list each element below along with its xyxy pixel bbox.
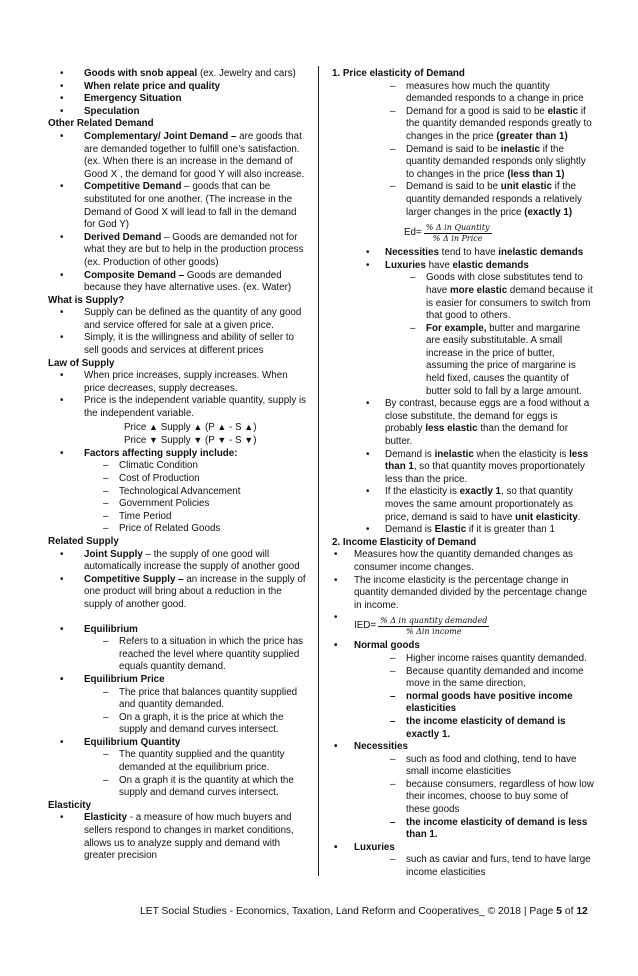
list-item: • Speculation — [48, 106, 306, 119]
arrow-down-icon — [193, 435, 202, 446]
sub-item: – because consumers, regardless of how low their incomes, choose to buy some of these goods — [332, 779, 594, 817]
arrow-down-icon — [217, 435, 226, 446]
list-item: • Supply can be defined as the quantity of any good and service offered for sale at a given price. — [48, 307, 306, 332]
list-item: • Necessities — [332, 741, 594, 754]
column-divider — [318, 66, 319, 876]
sub-item: – The quantity supplied and the quantity demanded at the equilibrium price. — [48, 749, 306, 774]
right-column — [332, 68, 594, 880]
sub-item: – Higher income raises quantity demanded. — [332, 653, 594, 666]
sub-item: – On a graph it is the quantity at which the supply and demand curves intersect. — [48, 775, 306, 800]
list-item: • Composite Demand – Goods are demanded because they have alternative uses. (ex. Water) — [48, 270, 306, 295]
list-item: • Luxuries — [332, 842, 594, 855]
arrow-up-icon — [149, 422, 158, 433]
list-item: • Demand is Elastic if it is greater than 1 — [332, 524, 594, 537]
list-item: • Complementary/ Joint Demand – are goods that are demanded together to fulfill one’s satisfaction. (ex. When there is an increase in the demand of Good X , the demand for good Y will also increase. — [48, 131, 306, 181]
list-item: • Luxuries have elastic demands — [332, 260, 594, 273]
list-item: • By contrast, because eggs are a food without a close substitute, the demand for eggs is probably less elastic than the demand for butter. — [332, 398, 594, 448]
section-heading: 2. Income Elasticity of Demand — [332, 536, 477, 548]
sub-item: – such as food and clothing, tend to have small income elasticities — [332, 754, 594, 779]
ed-formula: Ed= $\frac{\text{\% Δ in Quantity}}{\text{\% Δ in Price}}$ — [404, 222, 490, 243]
list-item: • When relate price and quality — [48, 81, 306, 94]
law-row-down: Price ▼ Supply ▼ (P ▼ - S ▼ ) — [48, 434, 306, 448]
section-heading: Law of Supply — [48, 357, 115, 369]
list-item: • Normal goods — [332, 640, 594, 653]
section-heading: Other Related Demand — [48, 118, 154, 130]
sub-item: – Demand for a good is said to be elastic if the quantity demanded responds greatly to changes in the price (greater than 1) — [332, 106, 594, 144]
list-item: • The income elasticity is the percentage change in quantity demanded divided by the percentage change in income. — [332, 575, 594, 613]
page-footer: LET Social Studies - Economics, Taxation, Land Reform and Cooperatives_ © 2018 | Page 5 of 12 — [140, 906, 588, 917]
list-item: • Equilibrium — [48, 624, 306, 637]
list-item: • Competitive Demand – goods that can be substituted for one another. (The increase in the Demand of Good X will lead to fall in the demand for God Y) — [48, 181, 306, 231]
section-heading: What is Supply? — [48, 294, 125, 306]
sub-item: – Goods with close substitutes tend to have more elastic demand because it is easier for consumers to switch from that good to others. — [332, 272, 594, 322]
list-item: • Measures how the quantity demanded changes as consumer income changes. — [332, 549, 594, 574]
section-heading: 1. Price elasticity of Demand — [332, 68, 465, 79]
list-item: • Factors affecting supply include: — [48, 448, 306, 461]
section-heading: Elasticity — [48, 799, 92, 811]
sub-item: – Cost of Production — [48, 473, 306, 486]
sub-item: – For example, butter and margarine are easily substitutable. A small increase in the price of butter, assuming the price of margarine is held fixed, causes the quantity of butter sold to fall by a large amount. — [332, 323, 594, 399]
sub-item: – Demand is said to be unit elastic if the quantity demanded responds a relatively larger changes in the price (exactly 1) — [332, 181, 594, 219]
sub-item: – measures how much the quantity demanded responds to a change in price — [332, 81, 594, 106]
list-item: • Joint Supply – the supply of one good will automatically increase the supply of another good — [48, 549, 306, 574]
arrow-down-icon — [244, 435, 253, 446]
list-item: • Equilibrium Quantity — [48, 737, 306, 750]
list-item: • Derived Demand – Goods are demanded not for what they are but to help in the production process (ex. Production of other goods) — [48, 232, 306, 270]
list-item: • When price increases, supply increases. When price decreases, supply decreases. — [48, 370, 306, 395]
section-heading: Related Supply — [48, 535, 119, 547]
sub-item: – The price that balances quantity supplied and quantity demanded. — [48, 687, 306, 712]
list-item: • Necessities tend to have inelastic demands — [332, 247, 594, 260]
sub-item: – Because quantity demanded and income move in the same direction, — [332, 666, 594, 691]
list-item: • If the elasticity is exactly 1, so that quantity moves the same amount proportionately as price, demand is said to have unit elasticity. — [332, 486, 594, 524]
sub-item: – Price of Related Goods — [48, 523, 306, 536]
list-item: • Equilibrium Price — [48, 674, 306, 687]
sub-item: – Time Period — [48, 511, 306, 524]
sub-item: – Government Policies — [48, 498, 306, 511]
arrow-down-icon — [149, 435, 158, 446]
sub-item: – normal goods have positive income elasticities — [332, 691, 594, 716]
law-row-up: Price ▲ Supply ▲ (P ▲ - S ▲ ) — [48, 421, 306, 435]
sub-item: – the income elasticity of demand is less than 1. — [332, 817, 594, 842]
sub-item: – such as caviar and furs, tend to have large income elasticities — [332, 854, 594, 879]
arrow-up-icon — [193, 422, 202, 433]
list-item: • Goods with snob appeal (ex. Jewelry and cars) — [48, 68, 306, 81]
list-item: • Simply, it is the willingness and ability of seller to sell goods and services at different prices — [48, 332, 306, 357]
list-item: • Demand is inelastic when the elasticity is less than 1, so that quantity moves proportionately less than the price. — [332, 449, 594, 487]
sub-item: – Technological Advancement — [48, 486, 306, 499]
sub-item: – Demand is said to be inelastic if the quantity demanded responds only slightly to changes in the price (less than 1) — [332, 144, 594, 182]
list-item: • Price is the independent variable quantity, supply is the independent variable. — [48, 395, 306, 420]
sub-item: – On a graph, it is the price at which the supply and demand curves intersect. — [48, 712, 306, 737]
arrow-up-icon — [217, 422, 226, 433]
list-item: • Emergency Situation — [48, 93, 306, 106]
arrow-up-icon — [244, 422, 253, 433]
sub-item: – Climatic Condition — [48, 460, 306, 473]
sub-item: – Refers to a situation in which the price has reached the level where quantity supplied equals quantity demand. — [48, 636, 306, 674]
ied-formula: • IED= $\frac{\text{\% Δ in quantity demanded}}{\text{\% Δin income}}$ — [332, 612, 594, 640]
sub-item: – the income elasticity of demand is exactly 1. — [332, 716, 594, 741]
list-item: • Elasticity - a measure of how much buyers and sellers respond to changes in market conditions, allows us to analyze supply and demand with greater precision — [48, 812, 306, 862]
left-column — [48, 68, 306, 863]
list-item: • Competitive Supply – an increase in the supply of one product will bring about a reduction in the supply of another good. — [48, 574, 306, 612]
